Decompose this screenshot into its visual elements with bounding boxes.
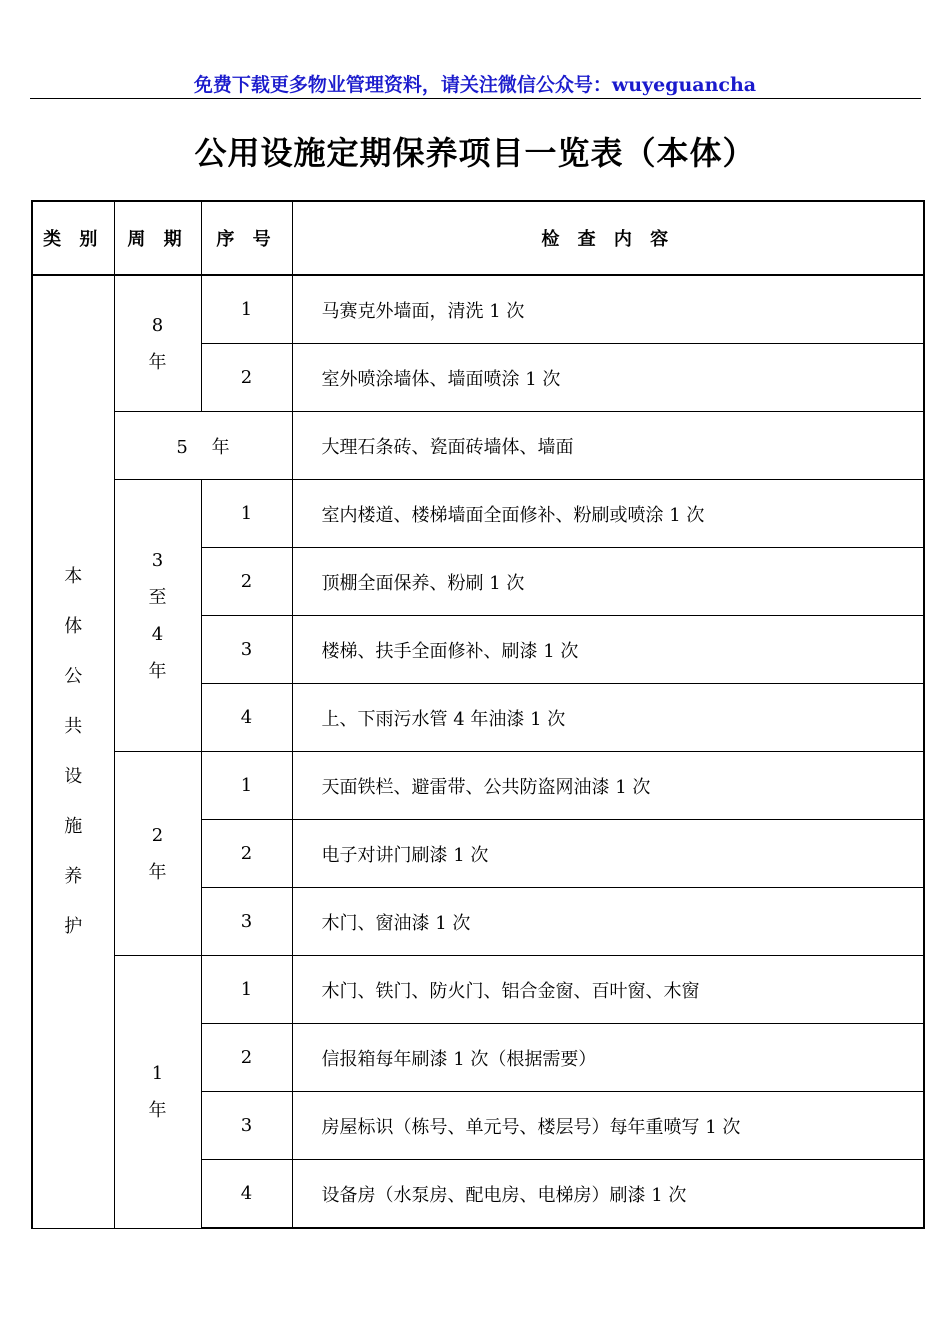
- category-char: 养: [64, 865, 83, 887]
- period-unit: 年: [211, 436, 230, 458]
- period-line: 3: [151, 549, 164, 571]
- seq-cell: 2: [201, 820, 292, 888]
- period-line: 年: [148, 1099, 167, 1121]
- category-char: 设: [64, 765, 83, 787]
- content-cell: 设备房（水泵房、配电房、电梯房）刷漆 1 次: [292, 1160, 924, 1229]
- seq-cell: 3: [201, 888, 292, 956]
- table-header-row: [32, 201, 924, 275]
- period-line: 8: [151, 314, 164, 336]
- table-row: [32, 956, 924, 1024]
- maintenance-schedule-table: [31, 200, 925, 1229]
- category-char: 施: [64, 815, 83, 837]
- category-char: 共: [64, 715, 83, 737]
- period-line: 年: [148, 351, 167, 373]
- period-cell-1yr: [114, 956, 201, 1229]
- period-cell-2yr: [114, 752, 201, 956]
- content-cell: 室外喷涂墙体、墙面喷涂 1 次: [292, 344, 924, 412]
- header-banner: 免费下载更多物业管理资料，请关注微信公众号：wuyeguancha: [193, 74, 757, 96]
- seq-cell: 4: [201, 684, 292, 752]
- category-cell: [32, 275, 114, 1228]
- table-row: [32, 752, 924, 820]
- period-cell-3to4yr: [114, 480, 201, 752]
- seq-cell: 2: [201, 1024, 292, 1092]
- content-cell: 木门、窗油漆 1 次: [292, 888, 924, 956]
- page-title: 公用设施定期保养项目一览表（本体）: [194, 134, 756, 172]
- seq-cell: 2: [201, 548, 292, 616]
- content-cell: 信报箱每年刷漆 1 次（根据需要）: [292, 1024, 924, 1092]
- seq-cell: 3: [201, 616, 292, 684]
- seq-cell: 1: [201, 275, 292, 344]
- content-cell: 电子对讲门刷漆 1 次: [292, 820, 924, 888]
- header-category: 类 别: [32, 201, 114, 275]
- period-cell-5yr: [114, 412, 292, 480]
- content-cell: 室内楼道、楼梯墙面全面修补、粉刷或喷涂 1 次: [292, 480, 924, 548]
- period-line: 至: [148, 586, 167, 608]
- table-row: [32, 480, 924, 548]
- category-char: 护: [64, 915, 83, 937]
- seq-cell: 1: [201, 956, 292, 1024]
- content-cell: 房屋标识（栋号、单元号、楼层号）每年重喷写 1 次: [292, 1092, 924, 1160]
- seq-cell: 3: [201, 1092, 292, 1160]
- header-divider: [30, 98, 921, 99]
- table-row: [32, 275, 924, 344]
- period-number: 5: [176, 436, 188, 458]
- content-cell: 木门、铁门、防火门、铝合金窗、百叶窗、木窗: [292, 956, 924, 1024]
- content-cell: 上、下雨污水管 4 年油漆 1 次: [292, 684, 924, 752]
- content-cell: 大理石条砖、瓷面砖墙体、墙面: [292, 412, 924, 480]
- header-content: 检 查 内 容: [292, 201, 924, 275]
- period-line: 2: [151, 824, 164, 846]
- seq-cell: 2: [201, 344, 292, 412]
- period-line: 年: [148, 861, 167, 883]
- period-line: 年: [148, 660, 167, 682]
- seq-cell: 1: [201, 752, 292, 820]
- period-line: 1: [151, 1062, 164, 1084]
- header-period: 周 期: [114, 201, 201, 275]
- content-cell: 顶棚全面保养、粉刷 1 次: [292, 548, 924, 616]
- header-seq: 序 号: [201, 201, 292, 275]
- period-cell-8yr: [114, 275, 201, 412]
- category-char: 体: [64, 615, 83, 637]
- category-char: 本: [64, 565, 83, 587]
- category-char: 公: [64, 665, 83, 687]
- content-cell: 楼梯、扶手全面修补、刷漆 1 次: [292, 616, 924, 684]
- content-cell: 天面铁栏、避雷带、公共防盗网油漆 1 次: [292, 752, 924, 820]
- seq-cell: 1: [201, 480, 292, 548]
- table-row: [32, 412, 924, 480]
- period-line: 4: [151, 623, 164, 645]
- content-cell: 马赛克外墙面，清洗 1 次: [292, 275, 924, 344]
- seq-cell: 4: [201, 1160, 292, 1229]
